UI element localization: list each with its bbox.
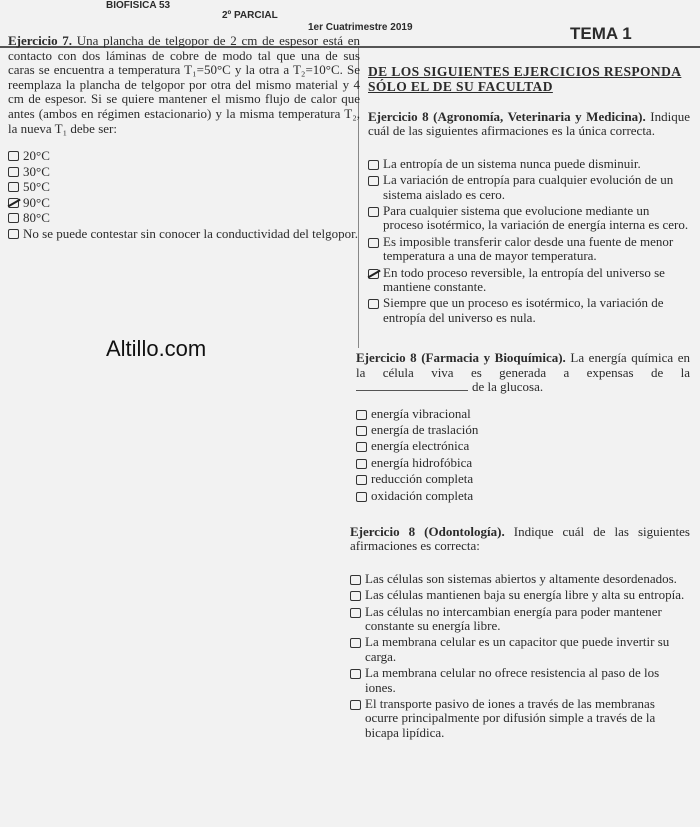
checkbox[interactable]	[356, 426, 367, 436]
checkbox[interactable]	[368, 238, 379, 248]
exercise-8b-text: La energía química en la célula viva es generada a expensas de la	[356, 350, 691, 380]
checkbox[interactable]	[350, 669, 361, 679]
option-item[interactable]	[356, 407, 690, 421]
option-label: 30°C	[23, 163, 50, 179]
exercise-8b-options	[356, 407, 690, 503]
checkbox[interactable]	[8, 229, 19, 239]
option-item[interactable]	[368, 266, 690, 295]
instruction-notice: DE LOS SIGUIENTES EJERCICIOS RESPONDA SÓLO EL DE SU FACULTAD	[368, 64, 682, 94]
option-item[interactable]	[356, 472, 690, 486]
checkbox[interactable]	[368, 299, 379, 309]
checkbox[interactable]	[368, 160, 379, 170]
option-label: El transporte pasivo de iones a través de las membranas ocurre principalmente por difusión simple a través de la bicapa lipídica.	[365, 696, 656, 740]
option-item[interactable]	[8, 195, 360, 211]
option-item[interactable]	[350, 697, 690, 740]
tema-label: TEMA 1	[570, 24, 632, 43]
option-item[interactable]	[350, 588, 690, 602]
option-label: 50°C	[23, 179, 50, 195]
option-label: energía hidrofóbica	[371, 454, 473, 470]
checkbox[interactable]	[356, 442, 367, 452]
option-item[interactable]	[8, 164, 360, 180]
checkbox[interactable]	[350, 638, 361, 648]
option-label: 20°C	[23, 148, 50, 164]
exercise-7-title: Ejercicio 7.	[8, 33, 73, 48]
exercise-8c-title: Ejercicio 8 (Odontología).	[350, 523, 505, 539]
checkbox[interactable]	[8, 213, 19, 223]
option-label: oxidación completa	[371, 487, 474, 503]
option-item[interactable]	[356, 423, 690, 437]
option-item[interactable]	[356, 439, 690, 453]
option-item[interactable]	[368, 157, 690, 171]
exercise-8-agronomia	[350, 110, 690, 325]
exercise-8b-title: Ejercicio 8 (Farmacia y Bioquímica).	[356, 350, 566, 366]
option-item[interactable]	[8, 226, 360, 242]
checkbox[interactable]	[356, 459, 367, 469]
option-item[interactable]	[350, 572, 690, 586]
option-label: La variación de entropía para cualquier evolución de un sistema aislado es cero.	[383, 172, 674, 202]
exercise-8-odontologia	[350, 525, 690, 740]
exercise-7-options	[8, 148, 360, 241]
checkbox[interactable]	[356, 492, 367, 502]
exercise-8a-title: Ejercicio 8 (Agronomía, Veterinaria y Medicina).	[368, 109, 646, 124]
checkbox[interactable]	[368, 207, 379, 217]
right-column	[350, 64, 690, 742]
option-label: La membrana celular es un capacitor que puede invertir su carga.	[365, 634, 670, 664]
exercise-8a-text: Indique cuál de las siguientes afirmaciones es la única correcta.	[368, 109, 691, 139]
option-item[interactable]	[350, 635, 690, 664]
option-label: No se puede contestar sin conocer la conductividad del telgopor.	[23, 225, 359, 241]
checkbox[interactable]	[350, 700, 361, 710]
checkbox-checked[interactable]	[8, 198, 19, 208]
option-label: 80°C	[23, 210, 50, 226]
answer-blank[interactable]	[356, 390, 468, 391]
option-item[interactable]	[356, 489, 690, 503]
exercise-8b-text-after: de la glucosa.	[472, 379, 544, 395]
option-item[interactable]	[8, 179, 360, 195]
option-label: Las células mantienen baja su energía libre y alta su entropía.	[365, 587, 685, 603]
checkbox[interactable]	[8, 151, 19, 161]
watermark: Altillo.com	[106, 336, 207, 361]
option-label: Siempre que un proceso es isotérmico, la variación de entropía del universo es nula.	[383, 295, 664, 325]
checkbox[interactable]	[356, 475, 367, 485]
option-item[interactable]	[356, 456, 690, 470]
option-item[interactable]	[350, 666, 690, 695]
parcial-label: 2º PARCIAL	[222, 10, 278, 21]
option-item[interactable]	[8, 210, 360, 226]
option-label: 90°C	[23, 194, 50, 210]
checkbox[interactable]	[368, 176, 379, 186]
option-item[interactable]	[8, 148, 360, 164]
checkbox[interactable]	[350, 608, 361, 618]
exercise-8-farmacia	[350, 351, 690, 503]
checkbox[interactable]	[8, 167, 19, 177]
option-label: energía electrónica	[371, 438, 470, 454]
checkbox[interactable]	[350, 591, 361, 601]
checkbox[interactable]	[350, 575, 361, 585]
option-label: Para cualquier sistema que evolucione mediante un proceso isotérmico, la variación de energía interna es cero.	[383, 203, 689, 233]
option-label: Es imposible transferir calor desde una fuente de menor temperatura a una de mayor temperatura.	[383, 233, 674, 264]
option-label: En todo proceso reversible, la entropía del universo se mantiene constante.	[383, 264, 665, 295]
exercise-7	[8, 34, 360, 241]
checkbox-checked[interactable]	[368, 269, 379, 279]
option-label: Las células son sistemas abiertos y altamente desordenados.	[365, 570, 677, 586]
option-item[interactable]	[368, 296, 690, 325]
option-label: La membrana celular no ofrece resistencia al paso de los iones.	[365, 665, 660, 695]
subject-label: BIOFISICA 53	[106, 0, 171, 11]
option-label: energía de traslación	[371, 421, 479, 437]
option-label: Las células no intercambian energía para poder mantener constante su energía libre.	[365, 603, 662, 633]
option-label: reducción completa	[371, 471, 474, 487]
exercise-8c-text: Indique cuál de las siguientes afirmaciones es correcta:	[350, 523, 690, 554]
checkbox[interactable]	[356, 410, 367, 420]
cuatrimestre-label: 1er Cuatrimestre 2019	[308, 22, 413, 33]
checkbox[interactable]	[8, 182, 19, 192]
exercise-7-text: Una plancha de telgopor de 2 cm de espesor está en contacto con dos láminas de cobre de modo tal que una de sus caras se encuentra a temperatura T₁=50°C y la otra a T₂=10°C. Se reemplaza la plancha de telgopor por otra del mismo material y 4 cm de espesor. Si se quiere mantener el mismo flujo de calor que antes (ambos en régimen estacionario) y la misma temperatura T₂, la nueva T₁ debe ser:	[8, 33, 360, 136]
option-item[interactable]	[350, 605, 690, 634]
exercise-8c-options	[350, 572, 690, 740]
option-item[interactable]	[368, 204, 690, 233]
option-item[interactable]	[368, 235, 690, 264]
option-item[interactable]	[368, 173, 690, 202]
option-label: La entropía de un sistema nunca puede disminuir.	[383, 155, 641, 171]
exercise-8a-options	[368, 157, 690, 325]
option-label: energía vibracional	[371, 405, 471, 421]
